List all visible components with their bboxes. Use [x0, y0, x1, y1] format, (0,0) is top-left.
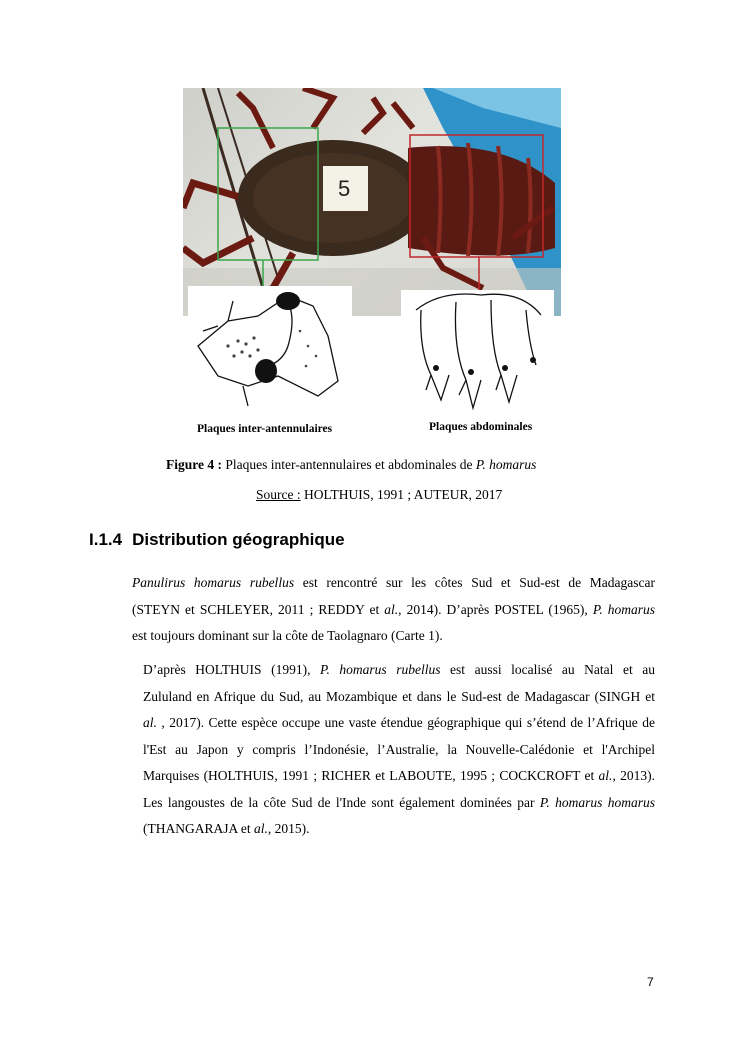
section-title: Distribution géographique [132, 530, 345, 549]
svg-text:5: 5 [338, 176, 351, 201]
text-line: (STEYN et SCHLEYER, 2011 ; REDDY et al., 2014). D’après POSTEL (1965), P. homarus [132, 601, 656, 617]
section-heading [89, 530, 345, 550]
caption-species: P. homarus [475, 457, 537, 472]
figure-caption [166, 457, 536, 473]
lobster-photo [183, 88, 561, 316]
figure-4 [183, 88, 561, 440]
caption-prefix: Figure 4 : [166, 457, 222, 472]
text-line: Les langoustes de la côte Sud de l'Inde sont également dominées par P. homarus homarus [143, 794, 655, 810]
text-line: al. , 2017). Cette espèce occupe une vaste étendue géographique qui s’étend de l’Afrique de [143, 715, 655, 730]
source-text: HOLTHUIS, 1991 ; AUTEUR, 2017 [300, 487, 503, 502]
text-line: Marquises (HOLTHUIS, 1991 ; RICHER et LABOUTE, 1995 ; COCKCROFT et al., 2013). [143, 768, 656, 783]
inter-antennular-plate-drawing [188, 286, 352, 421]
text-line: l'Est au Japon y compris l’Indonésie, l’Australie, la Nouvelle-Calédonie et l'Archipel [143, 741, 655, 757]
paragraph-2 [89, 657, 655, 843]
figure-label-inter-antennular: Plaques inter-antennulaires [197, 423, 333, 435]
abdominal-plates-drawing [401, 290, 554, 418]
text-line: Panulirus homarus rubellus est rencontré sur les côtes Sud et Sud-est de Madagascar [132, 575, 656, 590]
page-number: 7 [647, 975, 654, 989]
source-label: Source : [256, 487, 301, 502]
caption-text: Plaques inter-antennulaires et abdominales de [222, 457, 476, 472]
text-line: est toujours dominant sur la côte de Taolagnaro (Carte 1). [132, 628, 443, 643]
text-line: D’après HOLTHUIS (1991), P. homarus rubellus est aussi localisé au Natal et au [143, 662, 655, 677]
paragraph-1 [89, 570, 655, 650]
figure-label-abdominal: Plaques abdominales [429, 421, 533, 433]
text-line: Zululand en Afrique du Sud, au Mozambique et dans le Sud-est de Madagascar (SINGH et [143, 688, 655, 704]
text-line: (THANGARAJA et al., 2015). [143, 821, 310, 836]
section-number: I.1.4 [89, 530, 123, 549]
figure-source [256, 487, 502, 503]
